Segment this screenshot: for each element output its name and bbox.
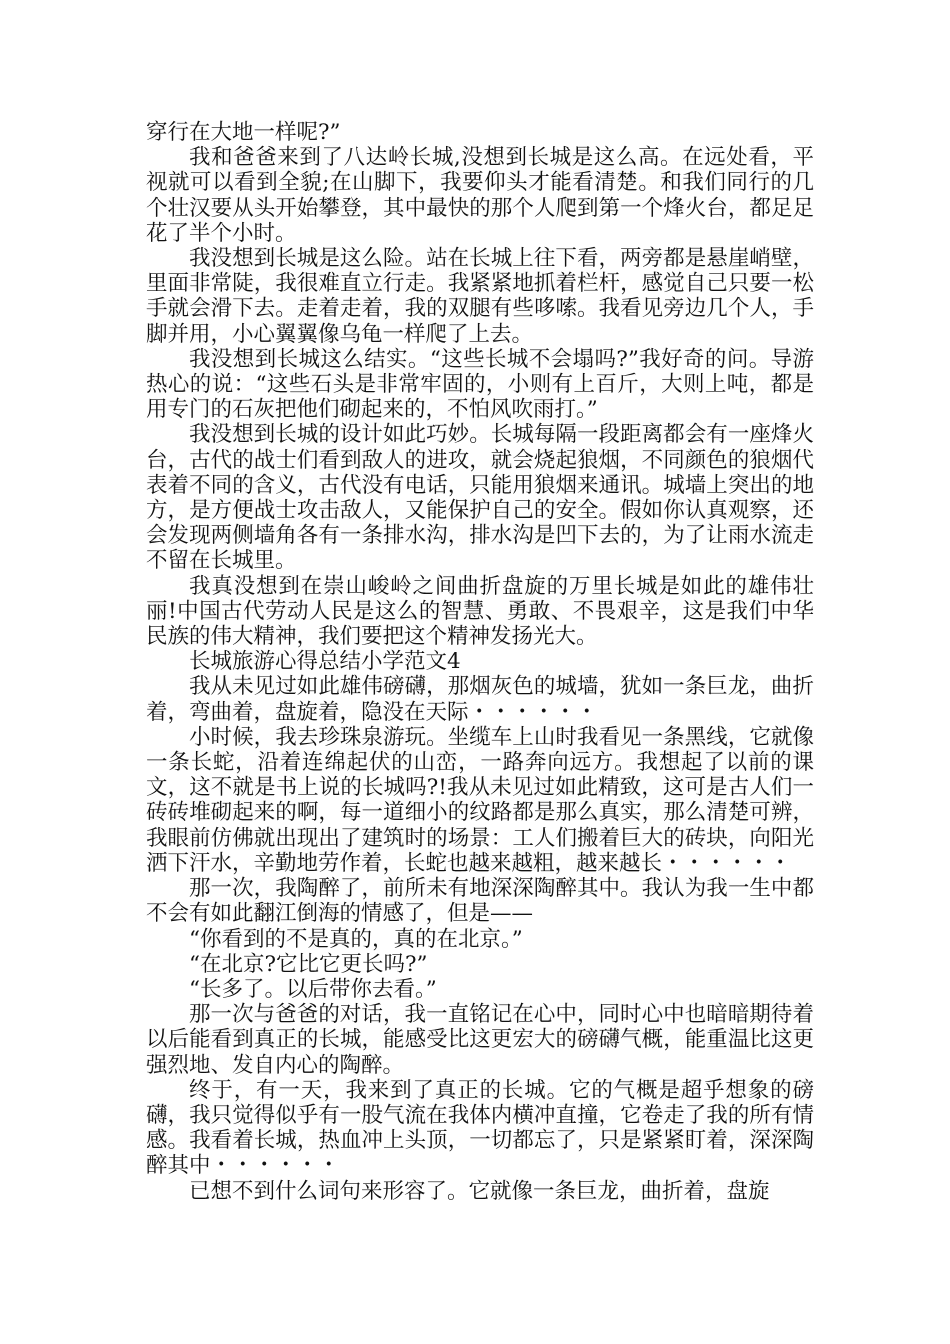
dialogue-line-1: “你看到的不是真的，真的在北京。” <box>189 926 523 952</box>
paragraph-final: 已想不到什么词句来形容了。它就像一条巨龙，曲折着，盘旋 <box>189 1178 770 1204</box>
document-body <box>146 120 814 1204</box>
paragraph-real-wall: 终于，有一天，我来到了真正的长城。它的气概是超乎想象的磅礴，我只觉得似乎有一股气流在我体内横冲直撞，它卷走了我的所有情感。我看着长城，热血冲上头顶，一切都忘了，只是紧紧盯着，深深陶醉其中・・・・・・ <box>146 1077 814 1179</box>
paragraph-sturdiness: 我没想到长城这么结实。“这些长城不会塌吗?”我好奇的问。导游热心的说：“这些石头是非常牢固的，小则有上百斤，大则上吨，都是用专门的石灰把他们砌起来的，不怕风吹雨打。” <box>146 346 814 423</box>
dialogue-line-3: “长多了。以后带你去看。” <box>189 976 437 1002</box>
paragraph-dragon: 我从未见过如此雄伟磅礴，那烟灰色的城墙，犹如一条巨龙，曲折着，弯曲着，盘旋着，隐没在天际・・・・・・ <box>146 674 814 725</box>
paragraph-intoxicated: 那一次，我陶醉了，前所未有地深深陶醉其中。我认为我一生中都不会有如此翻江倒海的情感了，但是—— <box>146 876 814 927</box>
paragraph-design: 我没想到长城的设计如此巧妙。长城每隔一段距离都会有一座烽火台，古代的战士们看到敌人的进攻，就会烧起狼烟，不同颜色的狼烟代表着不同的含义，古代没有电话，只能用狼烟来通讯。城墙上突出的地方，是方便战士攻击敌人，又能保护自己的安全。假如你认真观察，还会发现两侧墙角各有一条排水沟，排水沟是凹下去的，为了让雨水流走不留在长城里。 <box>146 422 814 574</box>
dialogue-line-2: “在北京?它比它更长吗?” <box>189 951 428 977</box>
paragraph-continuation: 穿行在大地一样呢?” <box>146 120 341 145</box>
paragraph-childhood: 小时候，我去珍珠泉游玩。坐缆车上山时我看见一条黑线，它就像一条长蛇，沿着连绵起伏的山峦，一路奔向远方。我想起了以前的课文，这不就是书上说的长城吗?!我从未见过如此精致，这可是古人们一砖砖堆砌起来的啊，每一道细小的纹路都是那么真实，那么清楚可辨，我眼前仿佛就出现出了建筑时的场景：工人们搬着巨大的砖块，向阳光洒下汗水，辛勤地劳作着，长蛇也越来越粗，越来越长・・・・・・ <box>146 724 814 876</box>
paragraph-memory: 那一次与爸爸的对话，我一直铭记在心中，同时心中也暗暗期待着以后能看到真正的长城，能感受比这更宏大的磅礴气概，能重温比这更强烈地、发自内心的陶醉。 <box>146 1002 814 1078</box>
paragraph-badaling-height: 我和爸爸来到了八达岭长城,没想到长城是这么高。在远处看，平视就可以看到全貌;在山脚下，我要仰头才能看清楚。和我们同行的几个壮汉要从头开始攀登，其中最快的那个人爬到第一个烽火台，都足足花了半个小时。 <box>146 145 814 246</box>
section-heading: 长城旅游心得总结小学范文4 <box>189 649 461 675</box>
paragraph-magnificence: 我真没想到在崇山峻岭之间曲折盘旋的万里长城是如此的雄伟壮丽!中国古代劳动人民是这么的智慧、勇敢、不畏艰辛，这是我们中华民族的伟大精神，我们要把这个精神发扬光大。 <box>146 573 814 650</box>
paragraph-steepness: 我没想到长城是这么险。站在长城上往下看，两旁都是悬崖峭壁，里面非常陡，我很难直立行走。我紧紧地抓着栏杆，感觉自己只要一松手就会滑下去。走着走着，我的双腿有些哆嗦。我看见旁边几个人，手脚并用，小心翼翼像乌龟一样爬了上去。 <box>146 246 814 347</box>
